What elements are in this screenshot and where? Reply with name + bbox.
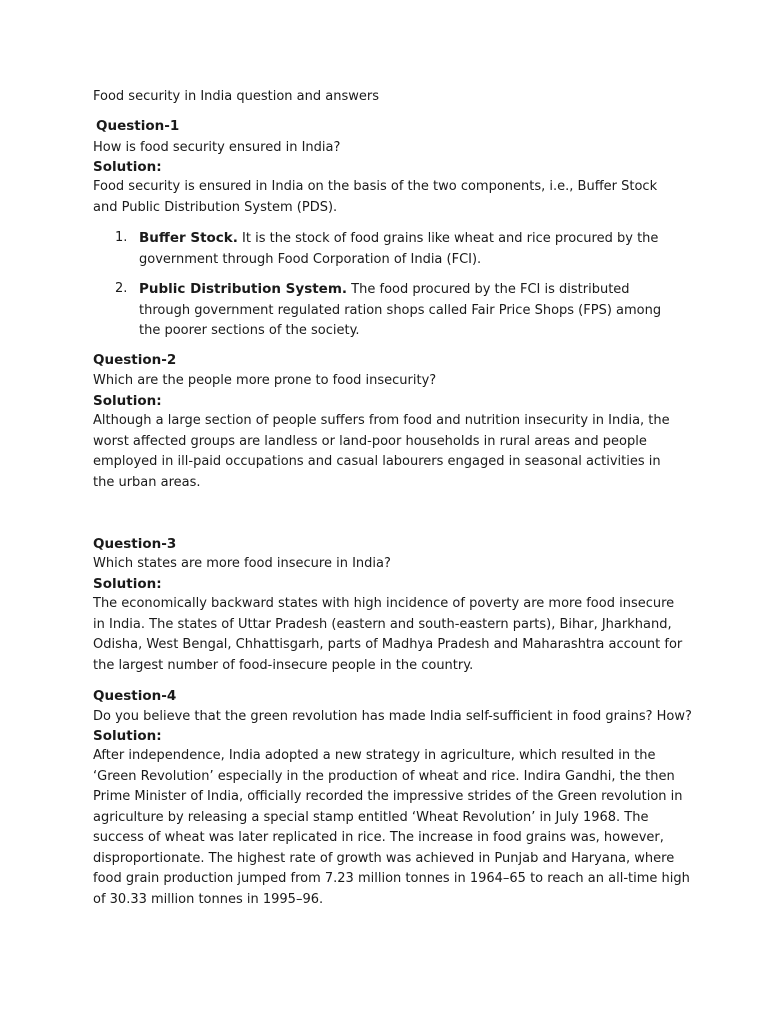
question-2-answer: Although a large section of people suffers from food and nutrition insecurity in India, the worst affected groups are landless or land-poor households in rural areas and people employed in ill-paid occupations and casual labourers engaged in seasonal activities in the urban areas.: [93, 413, 670, 490]
question-4-text: Do you believe that the green revolution has made India self-sufficient in food grains? How?: [93, 709, 692, 724]
question-3-answer: The economically backward states with high incidence of poverty are more food insecure in India. The states of Uttar Pradesh (eastern and south-eastern parts), Bihar, Jharkhand, Odisha, West Bengal, Chhattisgarh, parts of Madhya Pradesh and Maharashtra account for the largest number of food-insecure people in the country.: [93, 596, 683, 673]
question-4-answer: After independence, India adopted a new strategy in agriculture, which resulted in the ‘Green Revolution’ especially in the production of wheat and rice. Indira Gandhi, the then Prime Minister of India, officially recorded the impressive strides of the Green revolution in agriculture by releasing a special stamp entitled ‘Wheat Revolution’ in July 1968. The success of wheat was later replicated in rice. The increase in food grains was, however, disproportionate. The highest rate of growth was achieved in Punjab and Haryana, where food grain production jumped from 7.23 million tonnes in 1964–65 to reach an all-time high of 30.33 million tonnes in 1995–96.: [93, 748, 690, 907]
question-3-text: Which states are more food insecure in India?: [93, 556, 391, 571]
question-1-answer: Food security is ensured in India on the basis of the two components, i.e., Buffer Stock and Public Distribution System (PDS).: [93, 179, 658, 215]
question-3-solution-label: Solution:: [93, 576, 162, 592]
question-1-solution-label: Solution:: [93, 159, 162, 175]
document-title: Food security in India question and answers: [93, 89, 379, 104]
question-3-heading: Question-3: [93, 536, 177, 552]
list-item-public-distribution-system: [115, 279, 675, 342]
list-item-text: It is the stock of food grains like wheat and rice procured by the government through Food Corporation of India (FCI).: [139, 231, 659, 267]
list-item-buffer-stock: [115, 228, 675, 270]
list-item-term: Buffer Stock.: [139, 230, 238, 246]
list-number: 2.: [115, 281, 128, 296]
list-item-body: [139, 279, 675, 342]
question-1-text: How is food security ensured in India?: [93, 140, 341, 155]
question-2-solution-label: Solution:: [93, 393, 162, 409]
list-item-term: Public Distribution System.: [139, 281, 348, 297]
list-item-body: [139, 228, 675, 270]
question-4-heading: Question-4: [93, 688, 177, 704]
list-item-text: The food procured by the FCI is distributed through government regulated ration shops called Fair Price Shops (FPS) among the poorer sections of the society.: [139, 282, 662, 338]
question-2-text: Which are the people more prone to food insecurity?: [93, 373, 437, 388]
question-2-heading: Question-2: [93, 352, 177, 368]
question-1-heading: Question-1: [96, 118, 180, 134]
list-number: 1.: [115, 230, 128, 245]
question-4-solution-label: Solution:: [93, 728, 162, 744]
